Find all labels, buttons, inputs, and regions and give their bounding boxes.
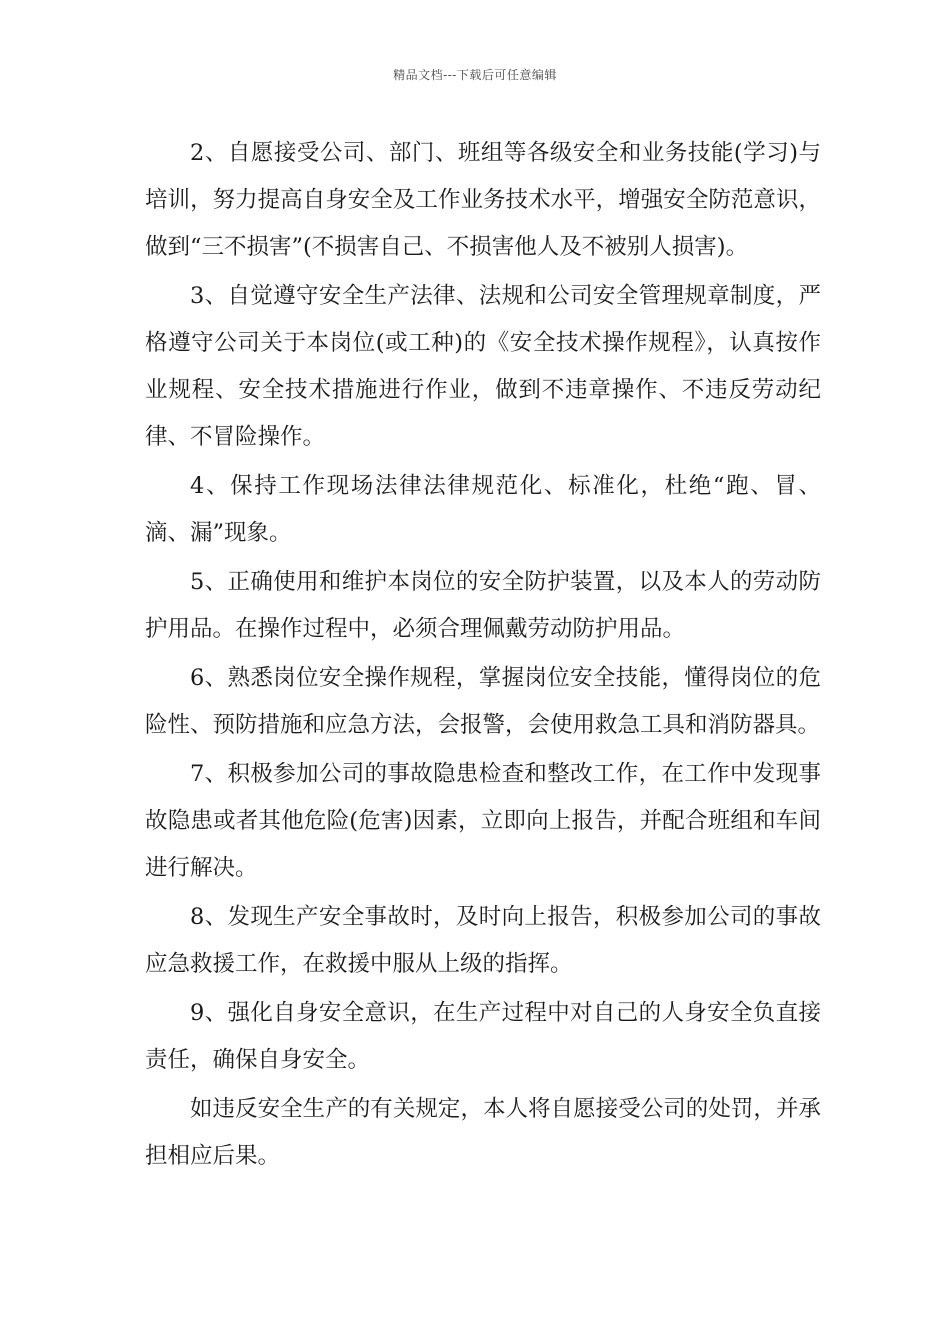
paragraph-item-4: 4、保持工作现场法律法律规范化、标准化，杜绝“跑、冒、滴、漏”现象。 [145, 473, 821, 546]
paragraph-item-5: 5、正确使用和维护本岗位的安全防护装置，以及本人的劳动防护用品。在操作过程中，必须合理佩戴劳动防护用品。 [145, 569, 821, 642]
page-header: 精品文档---下载后可任意编辑 [393, 68, 557, 82]
paragraph-item-8: 8、发现生产安全事故时，及时向上报告，积极参加公司的事故应急救援工作，在救援中服从上级的指挥。 [145, 904, 821, 977]
paragraph-item-3: 3、自觉遵守安全生产法律、法规和公司安全管理规章制度，严格遵守公司关于本岗位(或工种)的《安全技术操作规程》，认真按作业规程、安全技术措施进行作业，做到不违章操作、不违反劳动纪律、不冒险操作。 [145, 283, 821, 450]
paragraph-closing: 如违反安全生产的有关规定，本人将自愿接受公司的处罚，并承担相应后果。 [145, 1096, 821, 1169]
paragraph-item-7: 7、积极参加公司的事故隐患检查和整改工作，在工作中发现事故隐患或者其他危险(危害)因素，立即向上报告，并配合班组和车间进行解决。 [145, 761, 821, 881]
paragraph-item-9: 9、强化自身安全意识，在生产过程中对自己的人身安全负直接责任，确保自身安全。 [145, 1000, 821, 1073]
paragraph-item-2: 2、自愿接受公司、部门、班组等各级安全和业务技能(学习)与培训，努力提高自身安全及工作业务技术水平，增强安全防范意识，做到“三不损害”(不损害自己、不损害他人及不被别人损害)。 [145, 140, 821, 260]
document-body [145, 130, 821, 1182]
paragraph-item-6: 6、熟悉岗位安全操作规程，掌握岗位安全技能，懂得岗位的危险性、预防措施和应急方法，会报警，会使用救急工具和消防器具。 [145, 665, 821, 738]
